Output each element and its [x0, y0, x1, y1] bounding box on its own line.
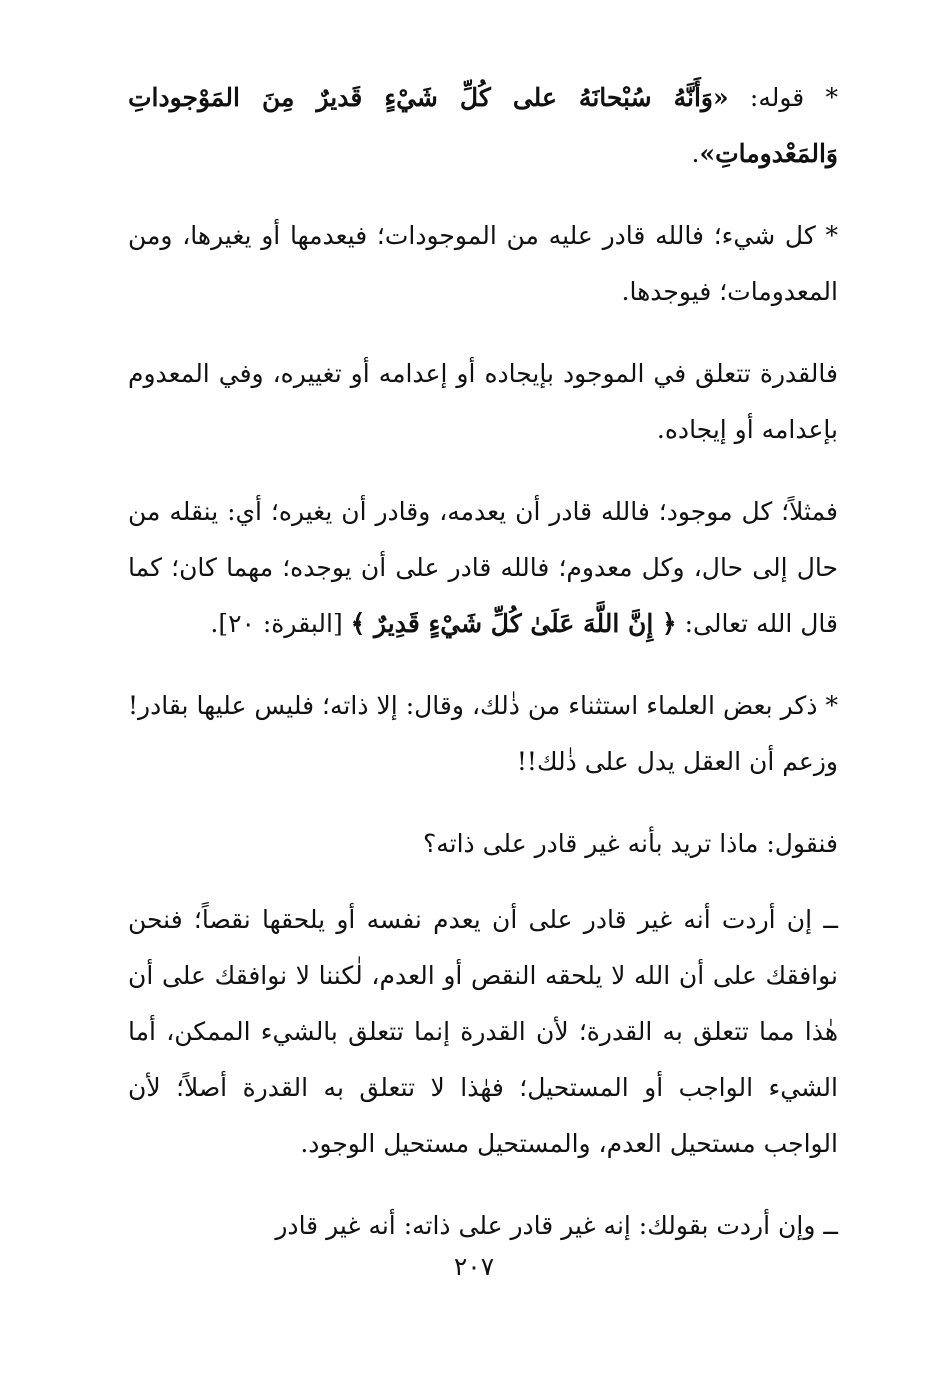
page-number: ٢٠٧: [453, 1252, 495, 1281]
paragraph-1-tail: .: [691, 139, 700, 168]
paragraph-3: فالقدرة تتعلق في الموجود بإيجاده أو إعدامه أو تغييره، وفي المعدوم بإعدامه أو إيجاده.: [128, 359, 838, 444]
paragraph-2: * كل شيء؛ فالله قادر عليه من الموجودات؛ فيعدمها أو يغيرها، ومن المعدومات؛ فيوجدها.: [128, 221, 838, 306]
paragraph-1-lead: * قوله:: [728, 83, 839, 112]
paragraph-1: [128, 70, 838, 182]
paragraph-6: فنقول: ماذا تريد بأنه غير قادر على ذاته؟: [422, 829, 838, 858]
verse-citation: [البقرة: ٢٠].: [210, 609, 351, 638]
body-text: [128, 70, 838, 1280]
quran-verse: ﴿ إِنَّ اللَّهَ عَلَىٰ كُلِّ شَيْءٍ قَدِيرٌ ﴾: [350, 609, 677, 638]
paragraph-5: * ذكر بعض العلماء استثناء من ذٰلك، وقال: إلا ذاته؛ فليس عليها بقادر! وزعم أن العقل يدل على ذٰلك!!: [128, 691, 838, 776]
paragraph-8: ــ وإن أردت بقولك: إنه غير قادر على ذاته: أنه غير قادر: [275, 1211, 838, 1240]
paragraph-4: [128, 484, 838, 652]
paragraph-4-text: فمثلاً؛ كل موجود؛ فالله قادر أن يعدمه، وقادر أن يغيره؛ أي: ينقله من حال إلى حال، وكل معدوم؛ فالله قادر على أن يوجده؛ مهما كان؛ كما قال الله تعالى:: [128, 497, 838, 638]
paragraph-7: ــ إن أردت أنه غير قادر على أن يعدم نفسه أو يلحقها نقصاً؛ فنحن نوافقك على أن الله لا يلحقه النقص أو العدم، لٰكننا لا نوافقك على أن هٰذا مما تتعلق به القدرة؛ لأن القدرة إنما تتعلق بالشيء الممكن، أما الشيء الواجب أو المستحيل؛ فهٰذا لا تتعلق به القدرة أصلاً؛ لأن الواجب مستحيل العدم، والمستحيل مستحيل الوجود.: [128, 905, 838, 1158]
quoted-text: «وَأَنَّهُ سُبْحانَهُ على كُلِّ شَيْءٍ قَديرٌ مِنَ المَوْجوداتِ وَالمَعْدوماتِ»: [128, 83, 838, 168]
